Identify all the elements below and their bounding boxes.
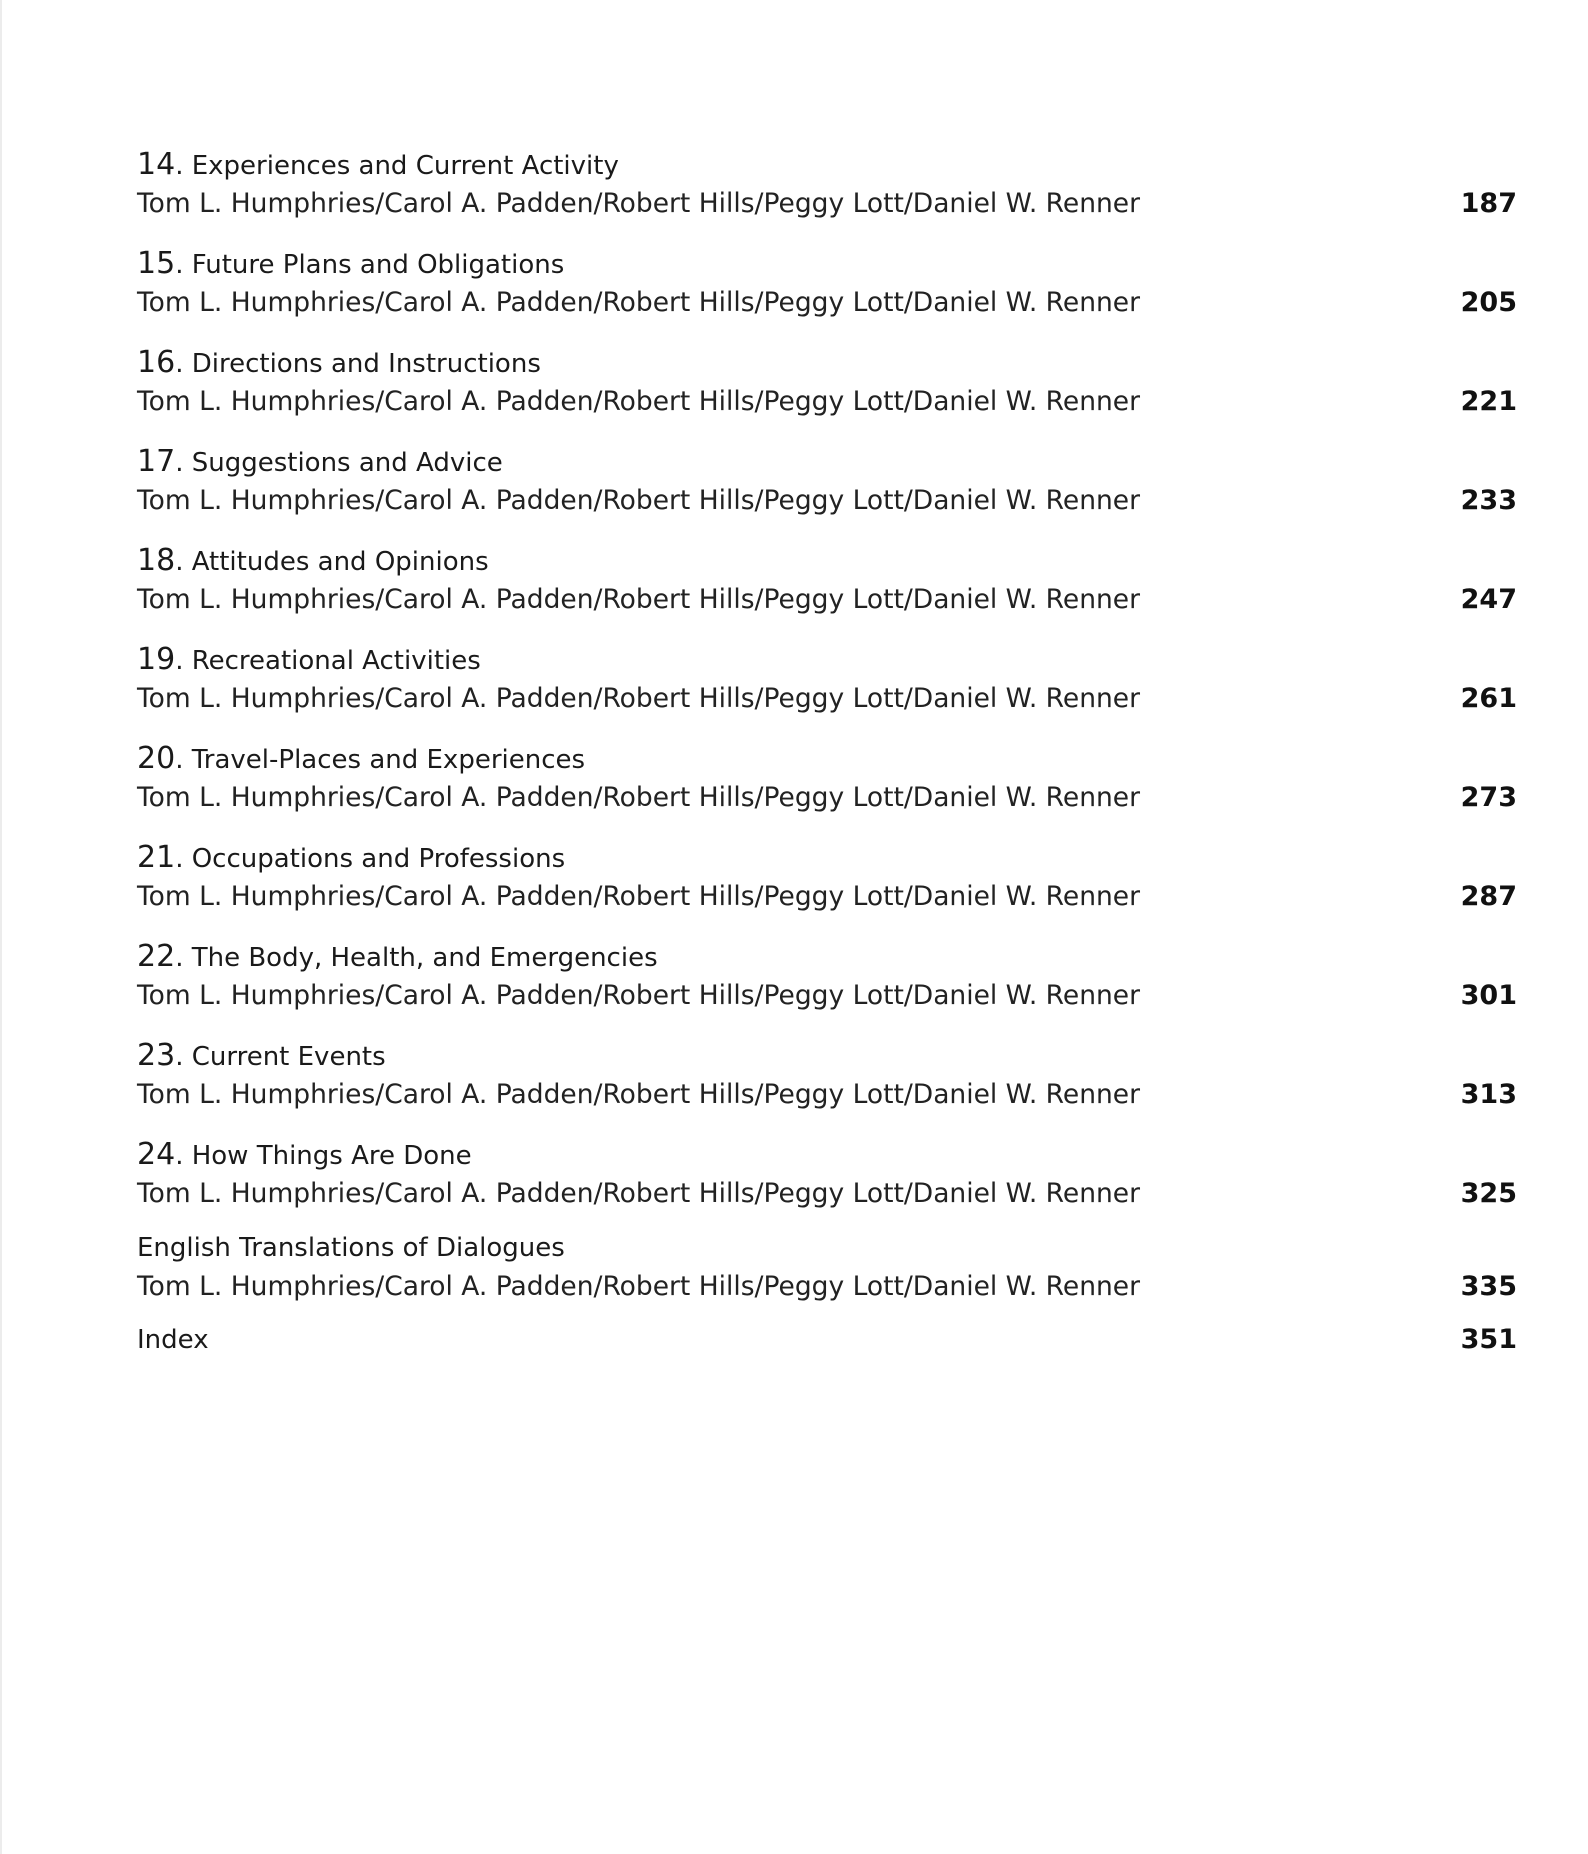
chapter-page-number: 261 bbox=[1460, 683, 1517, 714]
chapter-title: . Current Events bbox=[175, 1042, 386, 1072]
section-page-number: 335 bbox=[1460, 1271, 1517, 1302]
toc-entry-14[interactable] bbox=[137, 145, 1517, 244]
chapter-page-number: 221 bbox=[1460, 386, 1517, 417]
chapter-page-number: 301 bbox=[1460, 980, 1517, 1011]
toc-entry-index[interactable] bbox=[137, 1320, 1517, 1364]
chapter-authors: Tom L. Humphries/Carol A. Padden/Robert Hills/Peggy Lott/Daniel W. Renner bbox=[137, 782, 1141, 813]
chapter-page-number: 325 bbox=[1460, 1178, 1517, 1209]
page-edge bbox=[0, 0, 2, 1854]
chapter-title: . How Things Are Done bbox=[175, 1141, 472, 1171]
chapter-number: 19 bbox=[137, 642, 176, 677]
chapter-title-line bbox=[137, 1036, 386, 1077]
toc-entry-23[interactable] bbox=[137, 1036, 1517, 1135]
chapter-title-line bbox=[137, 442, 503, 483]
chapter-page-number: 187 bbox=[1460, 188, 1517, 219]
toc-entry-15[interactable] bbox=[137, 244, 1517, 343]
chapter-authors: Tom L. Humphries/Carol A. Padden/Robert Hills/Peggy Lott/Daniel W. Renner bbox=[137, 485, 1141, 516]
chapter-number: 18 bbox=[137, 543, 176, 578]
toc-entry-17[interactable] bbox=[137, 442, 1517, 541]
toc-entry-21[interactable] bbox=[137, 838, 1517, 937]
chapter-title-line bbox=[137, 739, 585, 780]
index-title: Index bbox=[137, 1325, 209, 1355]
chapter-title: . Occupations and Professions bbox=[175, 844, 566, 874]
chapter-title-line bbox=[137, 937, 658, 978]
chapter-page-number: 247 bbox=[1460, 584, 1517, 615]
chapter-title: . The Body, Health, and Emergencies bbox=[175, 943, 658, 973]
toc-entry-16[interactable] bbox=[137, 343, 1517, 442]
chapter-page-number: 205 bbox=[1460, 287, 1517, 318]
chapter-title-line bbox=[137, 244, 564, 285]
chapter-title: . Directions and Instructions bbox=[175, 349, 541, 379]
chapter-authors: Tom L. Humphries/Carol A. Padden/Robert Hills/Peggy Lott/Daniel W. Renner bbox=[137, 683, 1141, 714]
chapter-authors: Tom L. Humphries/Carol A. Padden/Robert Hills/Peggy Lott/Daniel W. Renner bbox=[137, 881, 1141, 912]
chapter-title-line bbox=[137, 640, 481, 681]
chapter-number: 21 bbox=[137, 840, 176, 875]
chapter-number: 14 bbox=[137, 147, 176, 182]
chapter-page-number: 273 bbox=[1460, 782, 1517, 813]
section-authors: Tom L. Humphries/Carol A. Padden/Robert Hills/Peggy Lott/Daniel W. Renner bbox=[137, 1271, 1141, 1302]
chapter-page-number: 233 bbox=[1460, 485, 1517, 516]
chapter-authors: Tom L. Humphries/Carol A. Padden/Robert Hills/Peggy Lott/Daniel W. Renner bbox=[137, 386, 1141, 417]
chapter-authors: Tom L. Humphries/Carol A. Padden/Robert Hills/Peggy Lott/Daniel W. Renner bbox=[137, 188, 1141, 219]
toc-entry-translations[interactable] bbox=[137, 1228, 1517, 1320]
chapter-title-line bbox=[137, 343, 541, 384]
chapter-number: 15 bbox=[137, 246, 176, 281]
chapter-number: 23 bbox=[137, 1038, 176, 1073]
table-of-contents bbox=[137, 145, 1517, 1364]
chapter-authors: Tom L. Humphries/Carol A. Padden/Robert Hills/Peggy Lott/Daniel W. Renner bbox=[137, 1178, 1141, 1209]
chapter-authors: Tom L. Humphries/Carol A. Padden/Robert Hills/Peggy Lott/Daniel W. Renner bbox=[137, 584, 1141, 615]
chapter-title: . Suggestions and Advice bbox=[175, 448, 503, 478]
chapter-page-number: 287 bbox=[1460, 881, 1517, 912]
chapter-title: . Travel-Places and Experiences bbox=[175, 745, 586, 775]
toc-entry-22[interactable] bbox=[137, 937, 1517, 1036]
chapter-number: 17 bbox=[137, 444, 176, 479]
chapter-title: . Recreational Activities bbox=[175, 646, 481, 676]
chapter-authors: Tom L. Humphries/Carol A. Padden/Robert Hills/Peggy Lott/Daniel W. Renner bbox=[137, 1079, 1141, 1110]
chapter-title-line bbox=[137, 1135, 472, 1176]
section-title: English Translations of Dialogues bbox=[137, 1233, 565, 1263]
toc-entry-18[interactable] bbox=[137, 541, 1517, 640]
chapter-number: 24 bbox=[137, 1137, 176, 1172]
chapter-number: 22 bbox=[137, 939, 176, 974]
chapter-authors: Tom L. Humphries/Carol A. Padden/Robert Hills/Peggy Lott/Daniel W. Renner bbox=[137, 980, 1141, 1011]
chapter-number: 20 bbox=[137, 741, 176, 776]
chapter-title: . Attitudes and Opinions bbox=[175, 547, 489, 577]
chapter-title-line bbox=[137, 838, 565, 879]
chapter-title: . Future Plans and Obligations bbox=[175, 250, 565, 280]
chapter-number: 16 bbox=[137, 345, 176, 380]
chapter-title-line bbox=[137, 145, 619, 186]
chapter-title: . Experiences and Current Activity bbox=[175, 151, 619, 181]
toc-entry-19[interactable] bbox=[137, 640, 1517, 739]
chapter-title-line bbox=[137, 541, 489, 582]
index-page-number: 351 bbox=[1460, 1324, 1517, 1355]
chapter-authors: Tom L. Humphries/Carol A. Padden/Robert Hills/Peggy Lott/Daniel W. Renner bbox=[137, 287, 1141, 318]
toc-entry-24[interactable] bbox=[137, 1135, 1517, 1228]
toc-entry-20[interactable] bbox=[137, 739, 1517, 838]
chapter-page-number: 313 bbox=[1460, 1079, 1517, 1110]
